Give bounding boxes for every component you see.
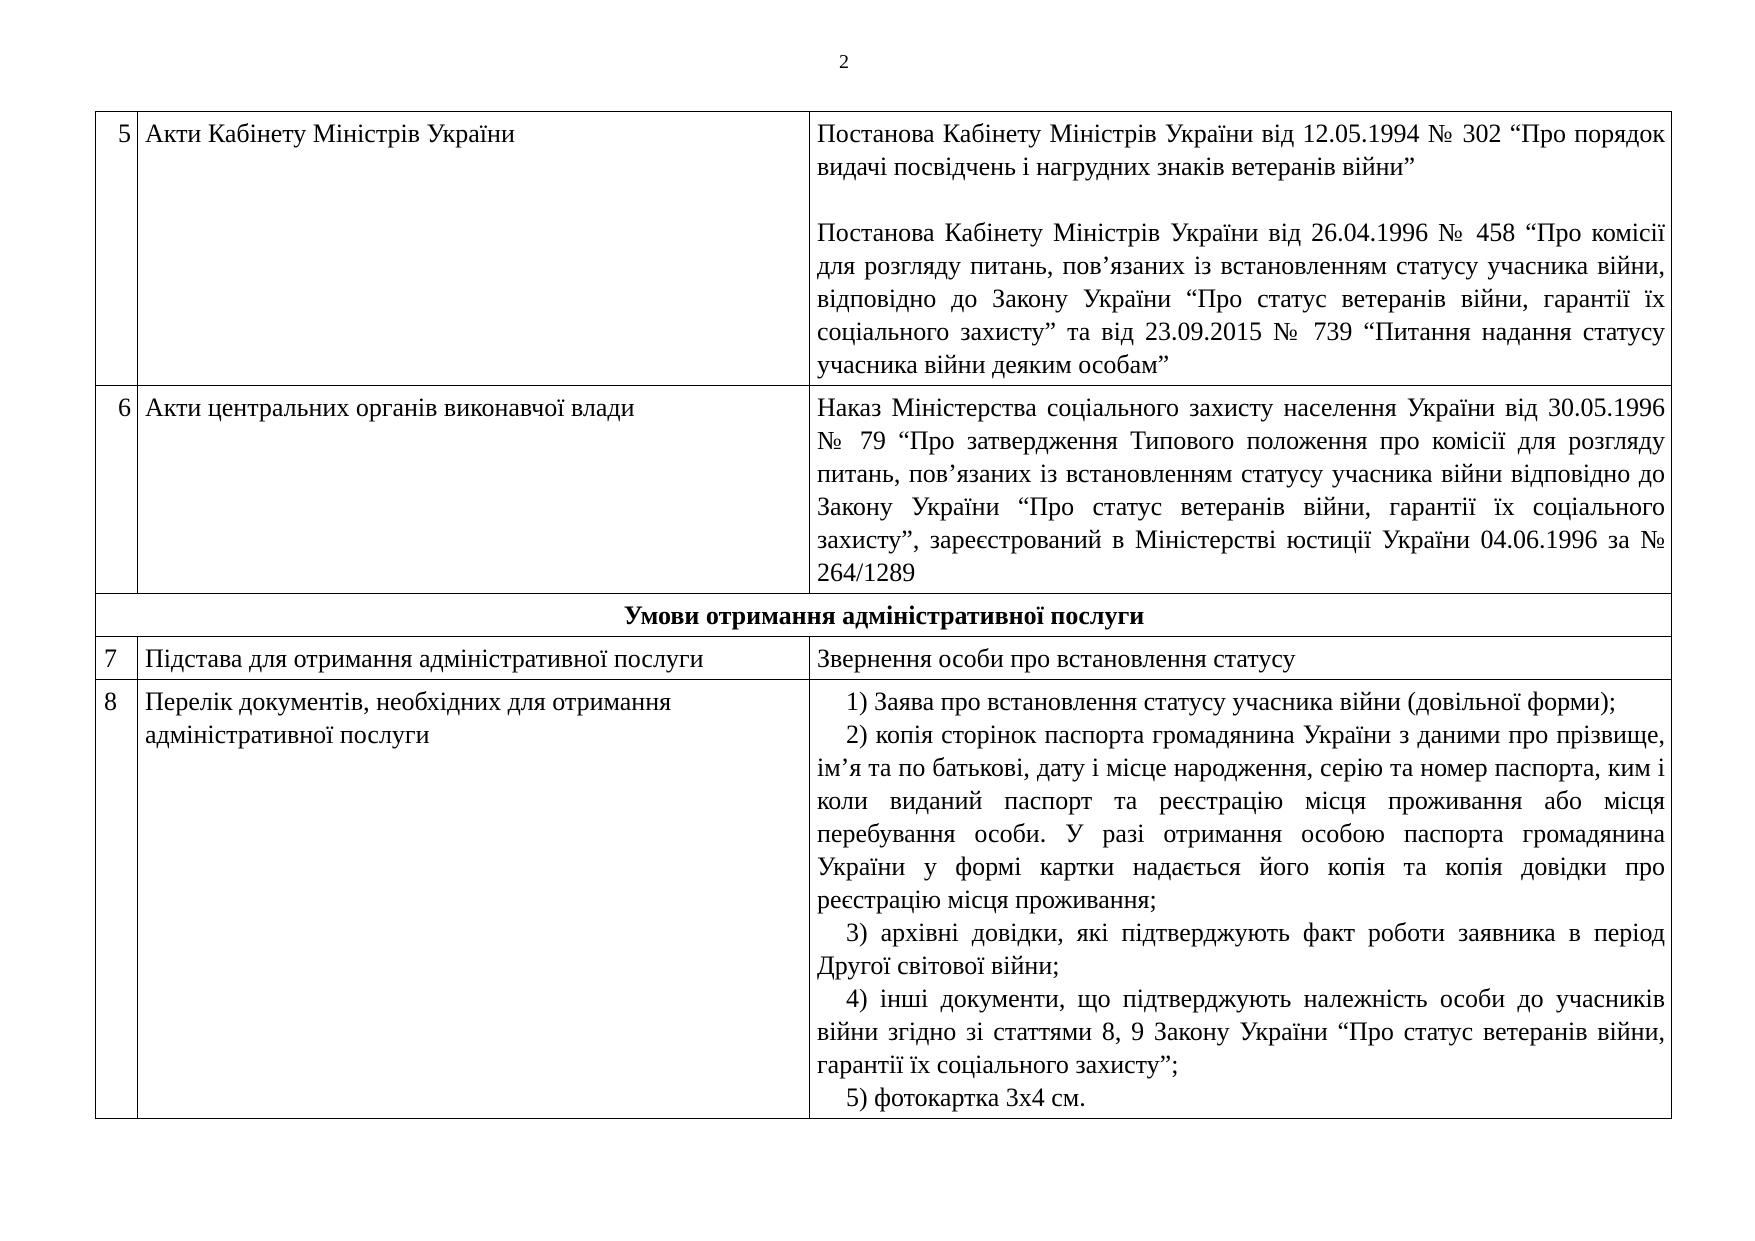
row-label: Підстава для отримання адміністративної послуги — [138, 637, 810, 680]
row-value — [810, 112, 1672, 386]
list-item: 4) інші документи, що підтверджують належність особи до учасників війни згідно зі статтями 8, 9 Закону України “Про статус ветеранів війни, гарантії їх соціального захисту”; — [817, 984, 1665, 1079]
table-row-6 — [96, 386, 1672, 594]
row-value — [810, 386, 1672, 594]
value-paragraph: Постанова Кабінету Міністрів України від 26.04.1996 № 458 “Про комісії для розгляду питань, пов’язаних із встановленням статусу учасника війни, відповідно до Закону України “Про статус ветеранів війни, гарантії їх соціального захисту” та від 23.09.2015 № 739 “Питання надання статусу учасника війни деяким особам” — [817, 218, 1665, 379]
documents-list — [810, 680, 1672, 1119]
table-row-7 — [96, 637, 1672, 680]
row-number: 8 — [96, 680, 138, 1119]
list-item: 3) архівні довідки, які підтверджують факт роботи заявника в період Другої світової війни; — [817, 918, 1665, 980]
row-number: 6 — [96, 386, 138, 594]
service-info-table — [95, 111, 1672, 1119]
row-number: 5 — [96, 112, 138, 386]
list-item: 1) Заява про встановлення статусу учасника війни (довільної форми); — [846, 687, 1616, 716]
page-number: 2 — [839, 51, 849, 73]
row-label: Акти Кабінету Міністрів України — [138, 112, 810, 386]
row-label: Перелік документів, необхідних для отримання адміністративної послуги — [138, 680, 810, 1119]
row-number: 7 — [96, 637, 138, 680]
row-label: Акти центральних органів виконавчої влади — [138, 386, 810, 594]
table-row-5 — [96, 112, 1672, 386]
value-paragraph: Наказ Міністерства соціального захисту населення України від 30.05.1996 № 79 “Про затвердження Типового положення про комісії для розгляду питань, пов’язаних із встановленням статусу учасника війни відповідно до Закону України “Про статус ветеранів війни, гарантії їх соціального захисту”, зареєстрований в Міністерстві юстиції України 04.06.1996 за № 264/1289 — [817, 393, 1665, 587]
list-item: 5) фотокартка 3х4 см. — [846, 1083, 1086, 1112]
table-row-8 — [96, 680, 1672, 1119]
value-paragraph: Постанова Кабінету Міністрів України від 12.05.1994 № 302 “Про порядок видачі посвідчень і нагрудних знаків ветеранів війни” — [817, 119, 1665, 181]
list-item: 2) копія сторінок паспорта громадянина України з даними про прізвище, ім’я та по батькові, дату і місце народження, серію та номер паспорта, ким і коли виданий паспорт та реєстрацію місця проживання або місця перебування особи. У разі отримання особою паспорта громадянина України у формі картки надається його копія та копія довідки про реєстрацію місця проживання; — [817, 720, 1665, 914]
section-heading-row — [96, 594, 1672, 637]
section-heading: Умови отримання адміністративної послуги — [96, 594, 1672, 637]
row-value: Звернення особи про встановлення статусу — [810, 637, 1672, 680]
